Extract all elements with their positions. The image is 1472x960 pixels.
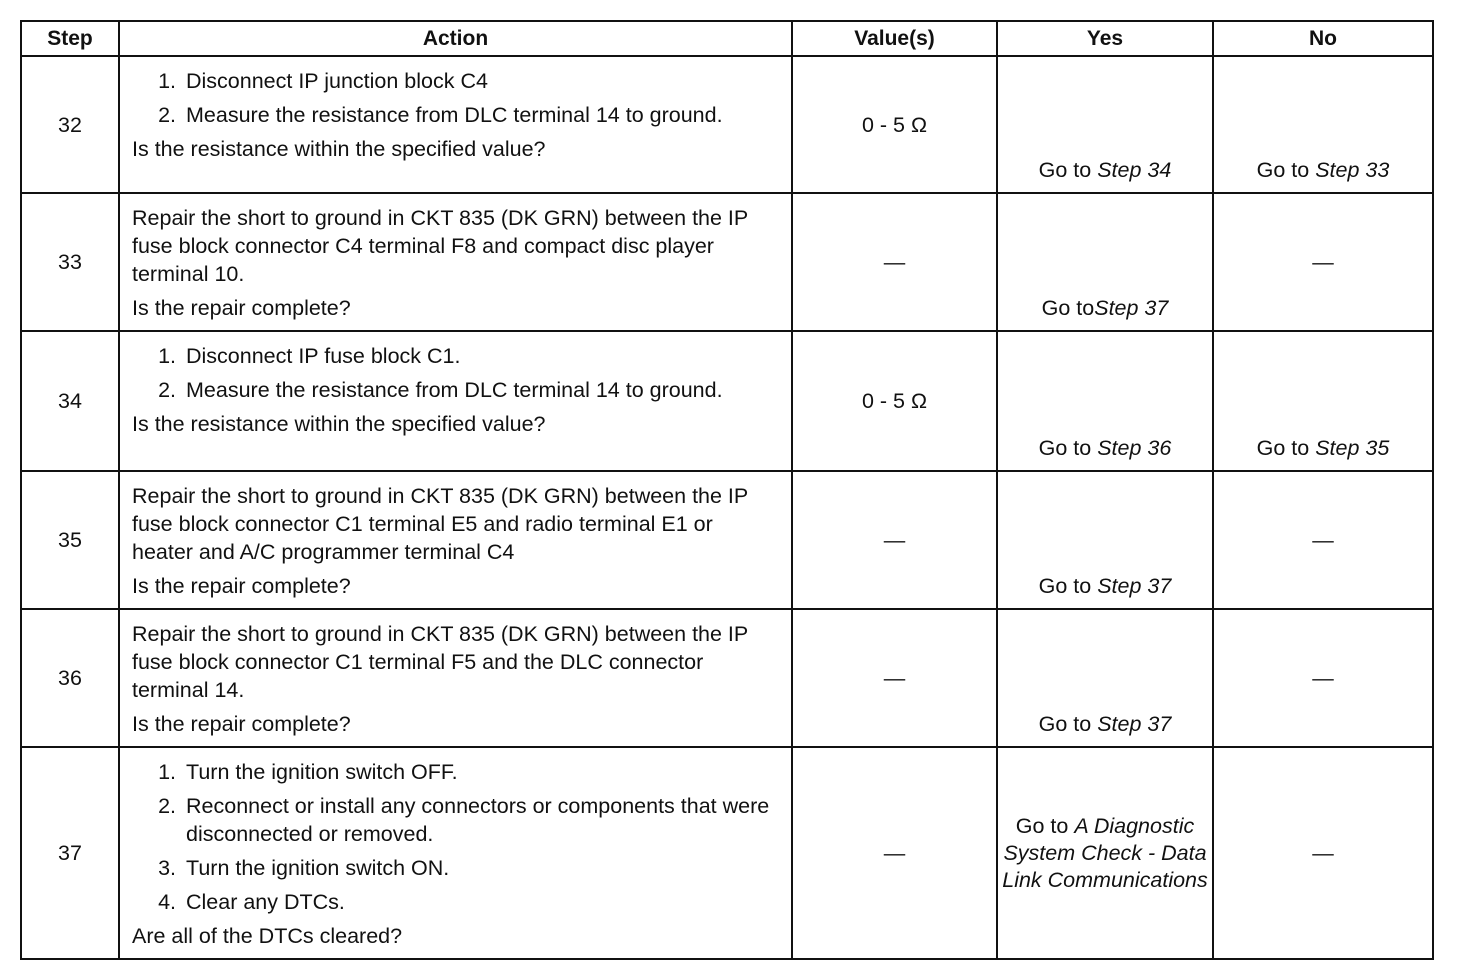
list-item: 1. Disconnect IP junction block C4 (158, 69, 488, 93)
yes-cell: Go to Step 37 (997, 471, 1213, 609)
action-question: Is the resistance within the specified value? (132, 412, 546, 436)
table-row-step-35 (21, 471, 1433, 609)
action-text: Repair the short to ground in CKT 835 (DK GRN) between the IP fuse block connector C1 terminal E5 and radio terminal E1 or heater and A/C programmer terminal C4 (132, 484, 748, 564)
table-row-step-36 (21, 609, 1433, 747)
header-yes: Yes (997, 21, 1213, 56)
list-item: 4. Clear any DTCs. (158, 890, 345, 914)
no-step-link[interactable]: Step 33 (1315, 158, 1390, 182)
step-number: 36 (21, 609, 119, 747)
diagnostic-table-container (20, 20, 1432, 960)
table-row-step-34 (21, 331, 1433, 471)
list-item: 1. Turn the ignition switch OFF. (158, 760, 458, 784)
yes-cell: Go to Step 34 (997, 56, 1213, 193)
action-question: Are all of the DTCs cleared? (132, 924, 403, 948)
yes-step-link[interactable]: Step 34 (1097, 158, 1172, 182)
value-cell: — (792, 471, 997, 609)
yes-cell: Go to Step 37 (997, 609, 1213, 747)
no-cell: Go to Step 33 (1213, 56, 1433, 193)
action-cell (119, 193, 792, 331)
action-text: Repair the short to ground in CKT 835 (DK GRN) between the IP fuse block connector C1 terminal F5 and the DLC connector terminal 14. (132, 622, 748, 702)
header-no: No (1213, 21, 1433, 56)
step-number: 33 (21, 193, 119, 331)
list-item: 3. Turn the ignition switch ON. (158, 856, 450, 880)
no-step-link[interactable]: Step 35 (1315, 436, 1390, 460)
step-number: 34 (21, 331, 119, 471)
yes-cell: Go to Step 36 (997, 331, 1213, 471)
step-number: 37 (21, 747, 119, 959)
list-item: 2. Measure the resistance from DLC terminal 14 to ground. (158, 103, 723, 127)
action-step-list (132, 67, 777, 129)
table-header-row (21, 21, 1433, 56)
header-action: Action (119, 21, 792, 56)
value-cell: 0 - 5 Ω (792, 56, 997, 193)
no-cell: — (1213, 471, 1433, 609)
no-cell: Go to Step 35 (1213, 331, 1433, 471)
value-cell: 0 - 5 Ω (792, 331, 997, 471)
action-text: Repair the short to ground in CKT 835 (DK GRN) between the IP fuse block connector C4 terminal F8 and compact disc player terminal 10. (132, 206, 748, 286)
header-values: Value(s) (792, 21, 997, 56)
diagnostic-steps-table (20, 20, 1434, 960)
step-number: 32 (21, 56, 119, 193)
yes-diagnostic-check-link[interactable]: A Diagnostic System Check - Data Link Communications (1002, 813, 1208, 892)
value-cell: — (792, 747, 997, 959)
action-step-list (132, 342, 777, 404)
action-cell (119, 471, 792, 609)
yes-cell: Go toStep 37 (997, 193, 1213, 331)
yes-cell: Go to A Diagnostic System Check - Data Link Communications (997, 747, 1213, 959)
step-number: 35 (21, 471, 119, 609)
list-item: 2. Measure the resistance from DLC terminal 14 to ground. (158, 378, 723, 402)
yes-step-link[interactable]: Step 36 (1097, 436, 1172, 460)
no-cell: — (1213, 193, 1433, 331)
yes-step-link[interactable]: Step 37 (1094, 296, 1169, 320)
header-step: Step (21, 21, 119, 56)
table-row-step-32 (21, 56, 1433, 193)
value-cell: — (792, 193, 997, 331)
table-row-step-37 (21, 747, 1433, 959)
action-question: Is the repair complete? (132, 574, 351, 598)
action-question: Is the repair complete? (132, 712, 351, 736)
table-row-step-33 (21, 193, 1433, 331)
value-cell: — (792, 609, 997, 747)
no-cell: — (1213, 747, 1433, 959)
action-cell (119, 56, 792, 193)
action-cell (119, 747, 792, 959)
yes-step-link[interactable]: Step 37 (1097, 712, 1172, 736)
yes-step-link[interactable]: Step 37 (1097, 574, 1172, 598)
list-item: 1. Disconnect IP fuse block C1. (158, 344, 461, 368)
action-question: Is the repair complete? (132, 296, 351, 320)
action-step-list (132, 758, 777, 916)
action-question: Is the resistance within the specified value? (132, 137, 546, 161)
list-item: 2. Reconnect or install any connectors or components that were disconnected or removed. (158, 794, 770, 846)
no-cell: — (1213, 609, 1433, 747)
action-cell (119, 331, 792, 471)
action-cell (119, 609, 792, 747)
